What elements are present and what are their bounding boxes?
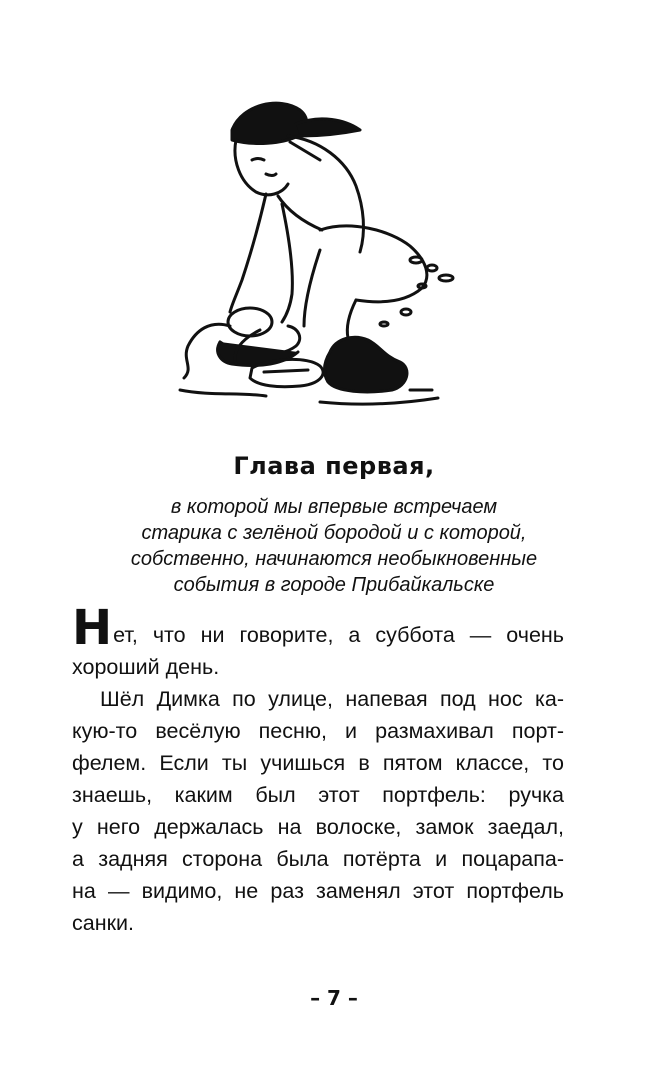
subtitle-line: в которой мы впервые встречаем bbox=[170, 496, 498, 518]
text-line: хороший день. bbox=[72, 655, 220, 679]
chapter-subtitle bbox=[0, 494, 668, 598]
subtitle-line: события в городе Прибайкальске bbox=[173, 574, 495, 596]
text-line: Шёл Димка по улице, напевая под нос ка- bbox=[100, 687, 564, 711]
boy-tying-shoe-illustration bbox=[170, 90, 470, 415]
text-line: знаешь, каким был этот портфель: ручка bbox=[72, 783, 564, 807]
page-number: – 7 – bbox=[310, 986, 358, 1010]
text-line: у него держалась на волоске, замок заедал, bbox=[72, 815, 564, 839]
drop-cap: Н bbox=[72, 600, 113, 656]
text-line: а задняя сторона была потёрта и поцарапа- bbox=[72, 847, 564, 871]
subtitle-line: собственно, начинаются необыкновенные bbox=[130, 548, 538, 570]
chapter-title: Глава первая, bbox=[233, 452, 435, 480]
text-line: фелем. Если ты учишься в пятом классе, то bbox=[72, 751, 564, 775]
text-line: на — видимо, не раз заменял этот портфель bbox=[72, 879, 564, 903]
text-line: кую-то весёлую песню, и размахивал порт- bbox=[72, 719, 564, 743]
body-text bbox=[72, 600, 564, 939]
text-line: санки. bbox=[72, 911, 134, 935]
text-line-content: ет, что ни говорите, а суббота — очень bbox=[113, 623, 564, 647]
subtitle-line: старика с зелёной бородой и с которой, bbox=[141, 522, 527, 544]
text-line bbox=[72, 600, 564, 656]
